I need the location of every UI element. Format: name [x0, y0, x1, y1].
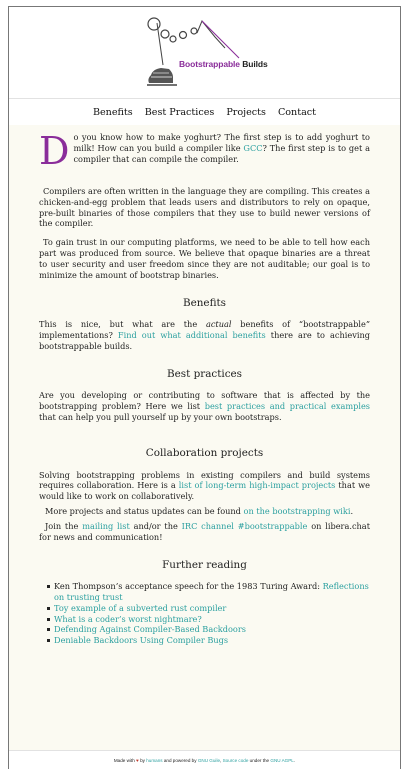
nav-best-practices[interactable]: Best Practices: [144, 106, 215, 118]
dropcap-letter: D: [39, 129, 70, 173]
brand-name-part2: Builds: [242, 59, 268, 69]
guile-link[interactable]: GNU Guile: [197, 758, 221, 763]
list-item: [47, 603, 370, 614]
further-reading-heading: Further reading: [162, 559, 247, 572]
footer-period: .: [293, 758, 296, 763]
list-item: [47, 614, 370, 625]
mailing-list-link[interactable]: mailing list: [82, 520, 130, 531]
collab-p1-start: Solving bootstrapping problems in existing compilers and build systems requires collaboration. Here is a: [39, 469, 370, 491]
reading-text: Ken Thompson’s acceptance speech for the 1983 Turing Award:: [54, 581, 323, 592]
benefits-text-mid: benefits of “bootstrappable” implementations?: [39, 319, 371, 340]
brand-name-part1: Bootstrappable: [179, 59, 240, 69]
intro-text-end: ? The first step is to get a compiler that can compile the compiler.: [73, 142, 370, 164]
list-item: [47, 635, 370, 646]
main-nav: [9, 98, 400, 126]
benefits-text-end: there are to achieving bootstrappable builds.: [39, 329, 370, 351]
benefits-emphasis: actual: [205, 319, 232, 330]
benefits-paragraph: [39, 319, 370, 351]
bootstrap-boot-logo-icon[interactable]: [139, 13, 269, 93]
humans-link[interactable]: humans: [146, 758, 163, 763]
best-practices-paragraph: [39, 390, 370, 422]
collaboration-paragraph-3: [39, 521, 370, 543]
best-practices-text-start: Are you developing or contributing to software that is affected by the bootstrapping problem? Here we list: [39, 390, 370, 412]
footer-by: by: [140, 758, 145, 763]
intro-paragraph: [39, 129, 370, 178]
reading-link[interactable]: Deniable Backdoors Using Compiler Bugs: [54, 635, 229, 646]
nav-contact[interactable]: Contact: [277, 106, 317, 118]
reading-link[interactable]: Toy example of a subverted rust compiler: [54, 602, 227, 613]
collaboration-paragraph-2: [39, 506, 370, 517]
benefits-text-start: This is nice, but what are the: [39, 319, 206, 330]
site-header: [9, 7, 400, 97]
footer-powered-by: and powered by: [163, 758, 197, 763]
compilers-paragraph: Compilers are often written in the language they are compiling. This creates a chicken-and-egg problem that leads users and distributors to rely on opaque, pre-built binaries of those compilers that they use to build newer versions of the compiler.: [39, 186, 370, 229]
main-content: [9, 125, 400, 750]
source-code-link[interactable]: Source code: [222, 758, 249, 763]
further-reading-list: [39, 581, 370, 646]
nav-benefits[interactable]: Benefits: [92, 106, 133, 118]
browser-page: [8, 6, 401, 769]
site-footer: Made with ♥ by humans and powered by GNU Guile , Source code under the GNU AGPL .: [9, 750, 400, 770]
footer-under-the: under the: [249, 758, 270, 763]
best-practices-heading: Best practices: [166, 367, 243, 380]
heart-icon: ♥: [136, 758, 139, 763]
benefits-link[interactable]: Find out what additional benefits: [117, 329, 266, 340]
reading-link[interactable]: What is a coder’s worst nightmare?: [54, 613, 202, 624]
collaboration-heading: Collaboration projects: [145, 446, 264, 459]
footer-made-with: Made with: [113, 758, 135, 763]
list-item: [47, 581, 370, 603]
reading-link[interactable]: Reflections on trusting trust: [54, 581, 369, 602]
collab-p3-start: Join the: [45, 520, 83, 531]
projects-list-link[interactable]: list of long-term high-impact projects: [178, 480, 336, 491]
intro-text: o you know how to make yoghurt? The first step is to add yoghurt to milk! How can you build a compiler like: [73, 132, 370, 153]
license-link[interactable]: GNU AGPL: [270, 758, 294, 763]
collab-p2-start: More projects and status updates can be found: [45, 505, 244, 516]
irc-channel-link[interactable]: IRC channel #bootstrappable: [181, 520, 308, 531]
trust-paragraph: To gain trust in our computing platforms, we need to be able to tell how each part was produced from source. We believe that opaque binaries are a threat to user security and user freedom since they are not auditable; our goal is to minimize the amount of bootstrap binaries.: [39, 237, 370, 280]
site-logo-text[interactable]: [179, 59, 268, 69]
reading-link[interactable]: Defending Against Compiler-Based Backdoors: [54, 624, 246, 635]
collab-p3-end: on libera.chat for news and communication!: [39, 520, 370, 542]
collaboration-paragraph-1: [39, 470, 370, 502]
collab-p3-mid: and/or the: [129, 520, 182, 531]
collab-p1-end: that we would like to work on collaboratively.: [39, 480, 370, 502]
best-practices-link[interactable]: best practices and practical examples: [204, 401, 371, 412]
nav-projects[interactable]: Projects: [226, 106, 266, 118]
gcc-link[interactable]: GCC: [243, 142, 263, 153]
wiki-link[interactable]: on the bootstrapping wiki: [243, 505, 351, 516]
article: [39, 129, 371, 646]
collab-p2-end: .: [350, 505, 354, 516]
best-practices-text-end: that can help you pull yourself up by your own bootstraps.: [39, 411, 282, 422]
list-item: [47, 624, 370, 635]
benefits-heading: Benefits: [182, 297, 227, 310]
